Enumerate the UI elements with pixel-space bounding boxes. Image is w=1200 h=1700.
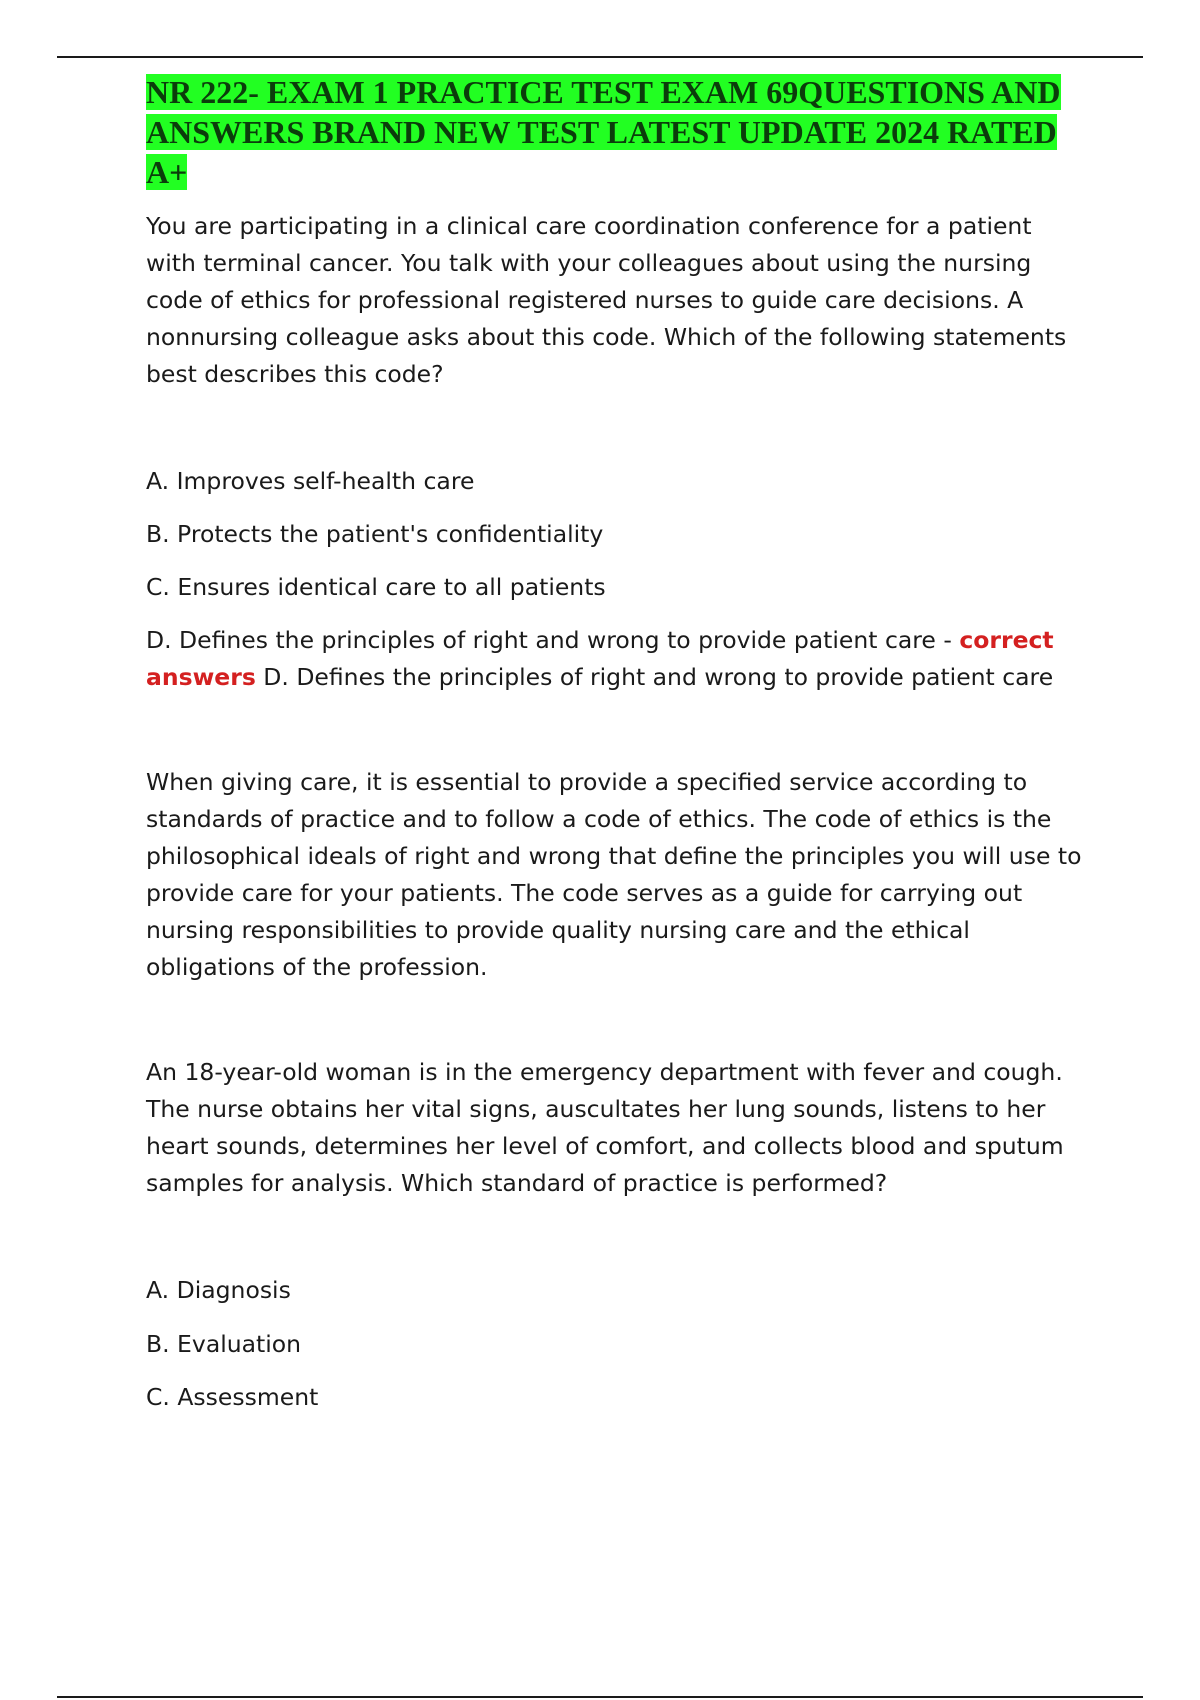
question-2-options	[146, 1272, 1086, 1416]
option-c: C. Assessment	[146, 1383, 319, 1411]
option-a: A. Improves self-health care	[146, 467, 475, 495]
option-d-text: D. Defines the principles of right and wrong to provide patient care -	[146, 626, 960, 654]
bottom-rule	[57, 1696, 1143, 1698]
question-2-prompt: An 18-year-old woman is in the emergency department with fever and cough. The nurse obtains her vital signs, auscultates her lung sounds, listens to her heart sounds, determines her level of comfort, and collects blood and sputum samples for analysis. Which standard of practice is performed?	[146, 1058, 1064, 1197]
option-c: C. Ensures identical care to all patients	[146, 573, 606, 601]
document-title	[146, 72, 1086, 192]
top-rule	[57, 56, 1143, 58]
spacer	[146, 696, 1086, 764]
spacer	[146, 1202, 1086, 1272]
spacer	[146, 393, 1086, 463]
option-d	[146, 622, 1086, 696]
option-a: A. Diagnosis	[146, 1276, 291, 1304]
title-text: NR 222- EXAM 1 PRACTICE TEST EXAM 69QUESTIONS AND ANSWERS BRAND NEW TEST LATEST UPDATE 2024 RATED A+	[146, 74, 1061, 190]
question-1-prompt: You are participating in a clinical care coordination conference for a patient with terminal cancer. You talk with your colleagues about using the nursing code of ethics for professional registered nurses to guide care decisions. A nonnursing colleague asks about this code. Which of the following statements best describes this code?	[146, 212, 1067, 388]
spacer	[146, 986, 1086, 1054]
question-1-options	[146, 463, 1086, 696]
correct-answers-label: correct answers	[146, 626, 1054, 691]
document-content	[146, 72, 1086, 1416]
option-b: B. Evaluation	[146, 1330, 302, 1358]
option-b: B. Protects the patient's confidentiality	[146, 520, 604, 548]
correct-answer-text: D. Defines the principles of right and wrong to provide patient care	[255, 663, 1054, 691]
question-1-explanation: When giving care, it is essential to provide a specified service according to standards of practice and to follow a code of ethics. The code of ethics is the philosophical ideals of right and wrong that define the principles you will use to provide care for your patients. The code serves as a guide for carrying out nursing responsibilities to provide quality nursing care and the ethical obligations of the profession.	[146, 768, 1082, 981]
